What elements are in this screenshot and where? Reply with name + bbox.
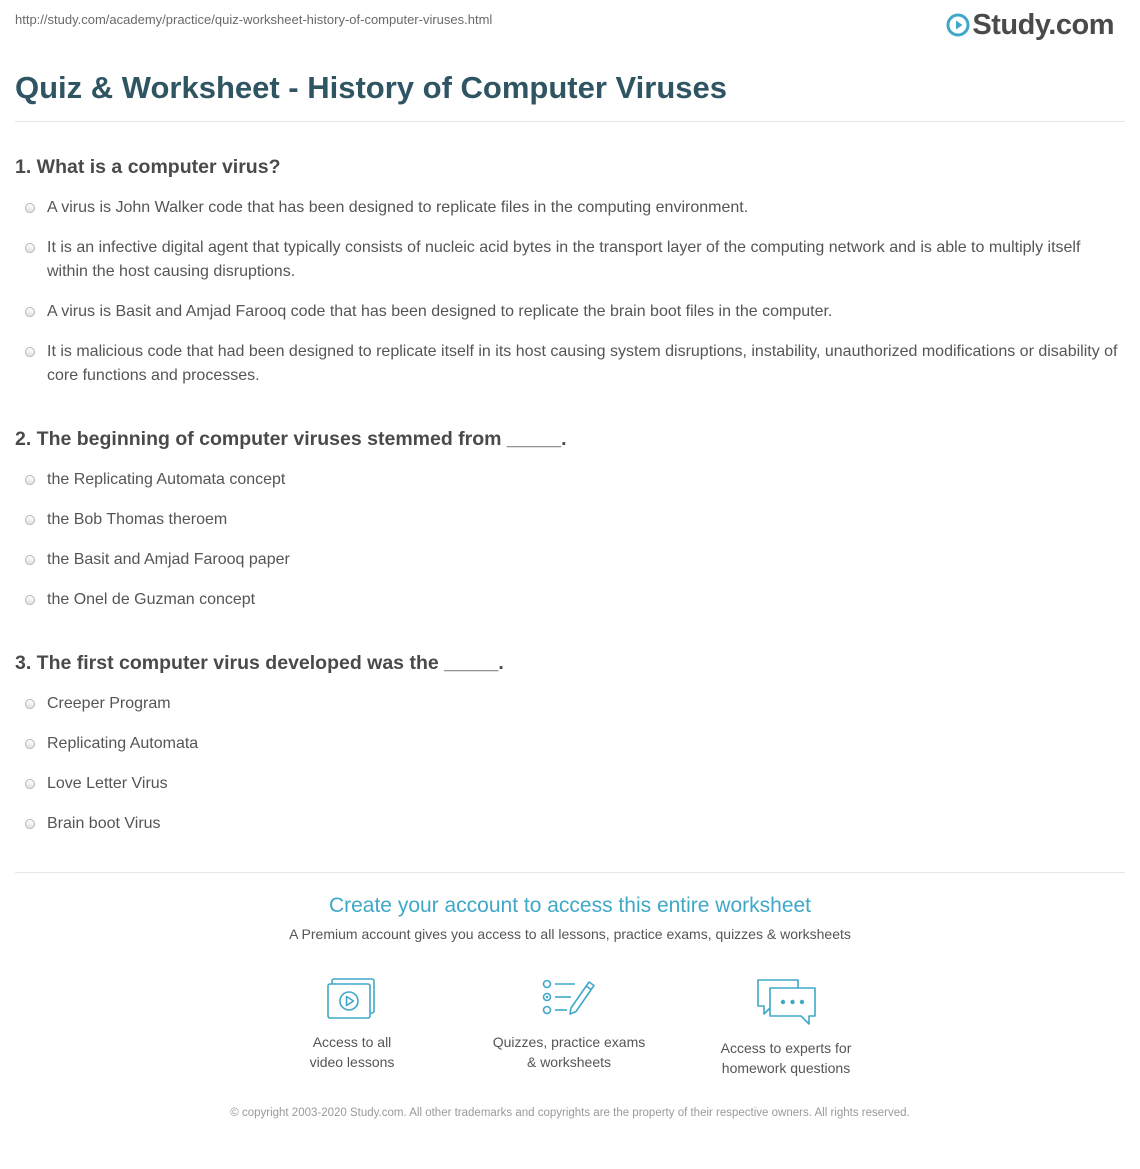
create-account-link[interactable]: Create your account to access this entire worksheet <box>328 894 812 917</box>
answer-option[interactable] <box>15 508 227 532</box>
cta-divider <box>15 872 1125 873</box>
answer-text: the Bob Thomas theroem <box>47 511 228 528</box>
premium-description: A Premium account gives you access to all lessons, practice exams, quizzes & worksheets <box>289 926 851 942</box>
radio-button[interactable] <box>25 347 35 357</box>
answer-text: Brain boot Virus <box>47 815 161 832</box>
answer-option[interactable] <box>15 548 290 572</box>
radio-button[interactable] <box>25 595 35 605</box>
radio-button[interactable] <box>25 779 35 789</box>
radio-button[interactable] <box>25 699 35 709</box>
radio-button[interactable] <box>25 555 35 565</box>
radio-button[interactable] <box>25 819 35 829</box>
radio-button[interactable] <box>25 243 35 253</box>
answer-option[interactable] <box>15 196 748 220</box>
answer-option[interactable] <box>15 236 1125 284</box>
play-circle-icon <box>946 13 970 37</box>
answer-text: the Onel de Guzman concept <box>47 591 256 608</box>
answer-option[interactable] <box>15 340 1125 388</box>
answer-text: the Replicating Automata concept <box>47 471 286 488</box>
radio-button[interactable] <box>25 515 35 525</box>
question-2 <box>15 426 1125 608</box>
question-title: 3. The first computer virus developed was the _____. <box>15 652 504 674</box>
copyright-notice: © copyright 2003-2020 Study.com. All other trademarks and copyrights are the property of their respective owners. All rights reserved. <box>230 1107 910 1119</box>
radio-button[interactable] <box>25 307 35 317</box>
page-title: Quiz & Worksheet - History of Computer Viruses <box>15 70 727 105</box>
question-title: 1. What is a computer virus? <box>15 156 281 178</box>
question-3 <box>15 650 1125 832</box>
radio-button[interactable] <box>25 203 35 213</box>
radio-button[interactable] <box>25 739 35 749</box>
question-title: 2. The beginning of computer viruses stemmed from _____. <box>15 428 567 450</box>
answer-text: It is malicious code that had been designed to replicate itself in its host causing system disruptions, instability, unauthorized modifications or disability of core functions and processes. <box>47 343 1118 384</box>
answer-option[interactable] <box>15 732 198 756</box>
feature-quizzes <box>469 976 669 1072</box>
chat-bubbles-icon <box>754 976 818 1028</box>
answer-text: Replicating Automata <box>47 735 199 752</box>
answer-option[interactable] <box>15 772 168 796</box>
feature-experts <box>686 976 886 1078</box>
study-logo[interactable] <box>946 6 1114 44</box>
answer-text: Creeper Program <box>47 695 171 712</box>
page-url: http://study.com/academy/practice/quiz-worksheet-history-of-computer-viruses.html <box>15 12 493 27</box>
answer-text: Love Letter Virus <box>47 775 168 792</box>
feature-label: Access to all video lessons <box>309 1034 395 1070</box>
video-lessons-icon <box>326 976 378 1022</box>
question-1 <box>15 154 1125 384</box>
answer-option[interactable] <box>15 692 171 716</box>
logo-text: Study.com <box>972 8 1114 41</box>
answer-option[interactable] <box>15 812 161 836</box>
answer-text: the Basit and Amjad Farooq paper <box>47 551 290 568</box>
answer-option[interactable] <box>15 468 285 492</box>
feature-label: Quizzes, practice exams & worksheets <box>492 1034 646 1070</box>
radio-button[interactable] <box>25 475 35 485</box>
feature-video-lessons <box>252 976 452 1072</box>
quiz-checklist-icon <box>541 976 597 1022</box>
answer-option[interactable] <box>15 300 832 324</box>
answer-text: A virus is John Walker code that has been designed to replicate files in the computing environment. <box>47 199 749 216</box>
answer-option[interactable] <box>15 588 255 612</box>
answer-text: A virus is Basit and Amjad Farooq code that has been designed to replicate the brain boot files in the computer. <box>47 303 833 320</box>
feature-label: Access to experts for homework questions <box>720 1040 852 1076</box>
answer-text: It is an infective digital agent that typically consists of nucleic acid bytes in the transport layer of the computing network and is able to multiply itself within the host causing disruptions. <box>47 239 1081 280</box>
title-divider <box>15 121 1125 122</box>
